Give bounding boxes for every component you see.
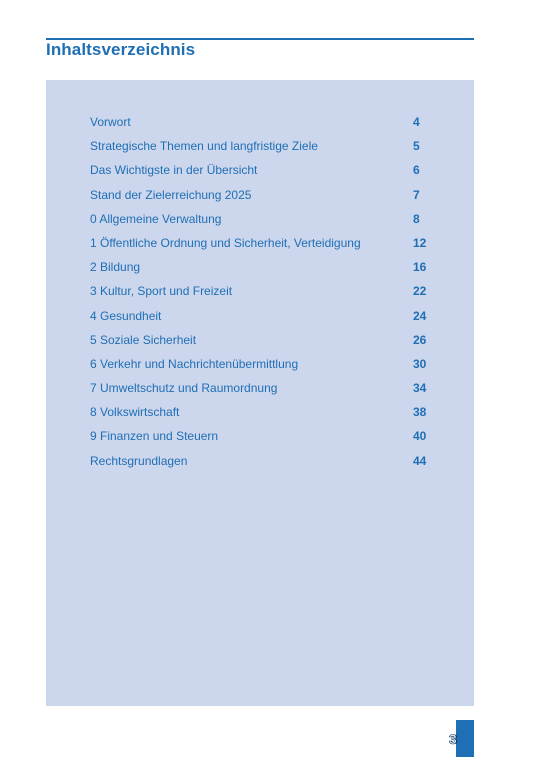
toc-entry-page: 12 — [413, 235, 427, 250]
toc-entry[interactable] — [90, 429, 430, 453]
toc-entry-page: 30 — [413, 356, 427, 371]
toc-entry-label: Strategische Themen und langfristige Ziele — [90, 139, 318, 154]
toc-entry-label: Rechtsgrundlagen — [90, 453, 188, 468]
toc-entry[interactable] — [90, 309, 430, 333]
toc-entry-label: 9 Finanzen und Steuern — [90, 429, 219, 444]
toc-entry[interactable] — [90, 212, 430, 236]
toc-entry-page: 26 — [413, 332, 427, 347]
toc-entry[interactable] — [90, 357, 430, 381]
toc-entry[interactable] — [90, 115, 430, 139]
toc-entry[interactable] — [90, 236, 430, 260]
toc-entry-page: 24 — [413, 308, 427, 323]
page-number-tab — [456, 720, 474, 757]
toc-entry-label: 2 Bildung — [90, 260, 141, 275]
toc-entry-label: 5 Soziale Sicherheit — [90, 332, 197, 347]
page-title: Inhaltsverzeichnis — [46, 40, 196, 59]
toc-entry-page: 4 — [413, 115, 420, 129]
toc-list — [90, 115, 430, 478]
toc-panel — [46, 80, 474, 706]
toc-entry[interactable] — [90, 381, 430, 405]
toc-entry-page: 16 — [413, 260, 427, 275]
toc-entry[interactable] — [90, 188, 430, 212]
toc-entry-page: 7 — [413, 187, 420, 202]
toc-entry-page: 38 — [413, 405, 427, 420]
toc-entry-label: 0 Allgemeine Verwaltung — [90, 211, 222, 226]
page-number: 3 — [449, 731, 457, 747]
toc-entry-label: 4 Gesundheit — [90, 308, 162, 323]
toc-entry-page: 8 — [413, 211, 420, 226]
toc-entry-page: 22 — [413, 284, 427, 299]
toc-entry-label: 3 Kultur, Sport und Freizeit — [90, 284, 233, 299]
toc-entry[interactable] — [90, 454, 430, 478]
toc-entry[interactable] — [90, 333, 430, 357]
toc-entry-label: 7 Umweltschutz und Raumordnung — [90, 381, 278, 396]
toc-entry-label: 6 Verkehr und Nachrichtenübermittlung — [90, 356, 299, 371]
toc-entry[interactable] — [90, 260, 430, 284]
toc-entry[interactable] — [90, 163, 430, 187]
toc-entry-label: Das Wichtigste in der Übersicht — [90, 163, 258, 178]
toc-entry-page: 34 — [413, 381, 427, 396]
toc-entry-label: 8 Volkswirtschaft — [90, 405, 180, 420]
toc-entry-page: 6 — [413, 163, 420, 178]
toc-entry-page: 5 — [413, 139, 420, 154]
toc-entry[interactable] — [90, 284, 430, 308]
toc-entry-label: Vorwort — [90, 115, 131, 129]
toc-entry[interactable] — [90, 139, 430, 163]
toc-entry-page: 44 — [413, 453, 427, 468]
toc-entry-label: 1 Öffentliche Ordnung und Sicherheit, Verteidigung — [90, 235, 361, 250]
toc-entry-page: 40 — [413, 429, 427, 444]
toc-entry[interactable] — [90, 405, 430, 429]
toc-entry-label: Stand der Zielerreichung 2025 — [90, 187, 252, 202]
